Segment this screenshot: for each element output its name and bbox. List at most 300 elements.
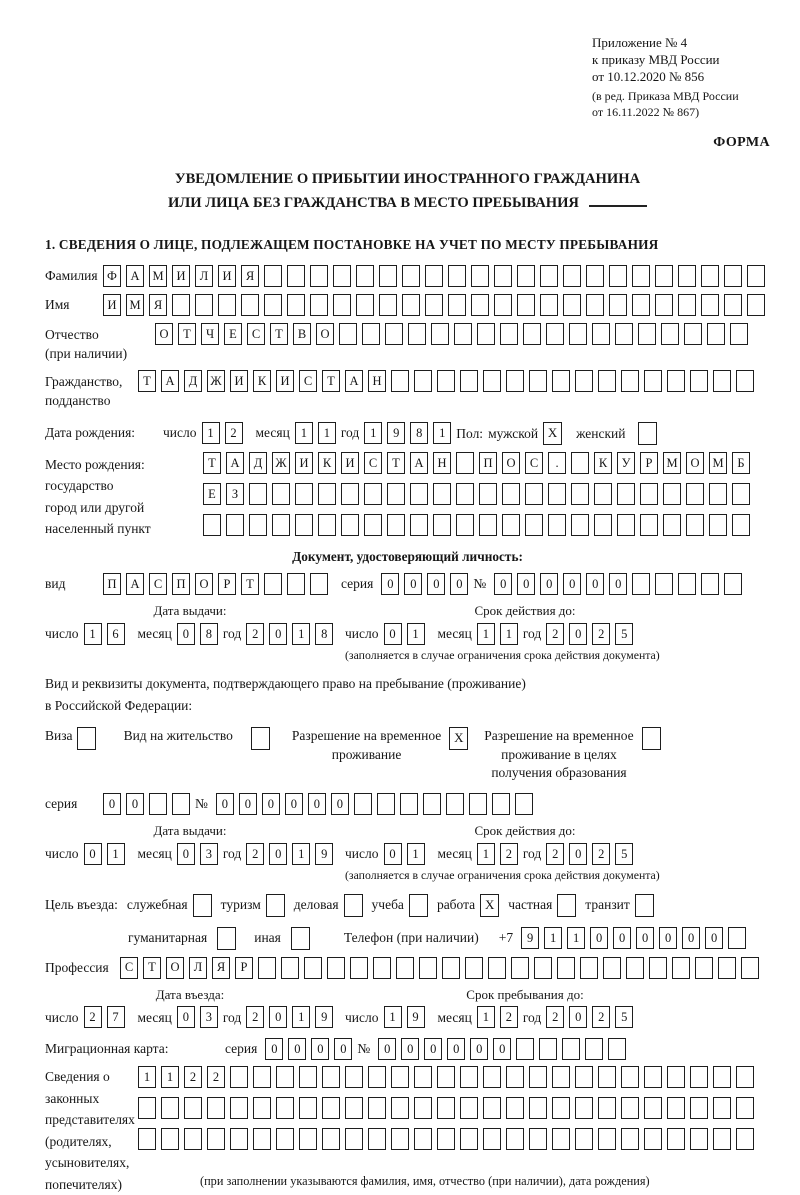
char-cell[interactable] — [408, 323, 426, 345]
char-cell[interactable] — [479, 483, 497, 505]
char-cell[interactable] — [203, 514, 221, 536]
char-cell[interactable] — [272, 514, 290, 536]
char-cell[interactable] — [483, 1128, 501, 1150]
char-cell[interactable] — [479, 514, 497, 536]
char-cell[interactable] — [724, 265, 742, 287]
char-cell[interactable]: П — [103, 573, 121, 595]
char-cell[interactable]: 1 — [295, 422, 313, 444]
char-cell[interactable] — [230, 1097, 248, 1119]
char-cell[interactable]: 0 — [494, 573, 512, 595]
char-cell[interactable] — [465, 957, 483, 979]
char-cell[interactable] — [586, 265, 604, 287]
char-cell[interactable]: 1 — [433, 422, 451, 444]
char-cell[interactable]: 5 — [615, 843, 633, 865]
char-cell[interactable]: 9 — [407, 1006, 425, 1028]
char-cell[interactable]: 0 — [517, 573, 535, 595]
char-cell[interactable] — [492, 793, 510, 815]
char-cell[interactable] — [609, 265, 627, 287]
char-cell[interactable] — [732, 514, 750, 536]
char-cell[interactable]: 9 — [387, 422, 405, 444]
char-cell[interactable] — [672, 957, 690, 979]
char-cell[interactable]: 0 — [216, 793, 234, 815]
char-cell[interactable]: 0 — [288, 1038, 306, 1060]
char-cell[interactable] — [241, 294, 259, 316]
char-cell[interactable]: Я — [149, 294, 167, 316]
char-cell[interactable] — [736, 1128, 754, 1150]
char-cell[interactable] — [585, 1038, 603, 1060]
purpose-humanitarian-checkbox[interactable] — [217, 927, 236, 950]
char-cell[interactable]: П — [172, 573, 190, 595]
char-cell[interactable]: С — [120, 957, 138, 979]
char-cell[interactable] — [640, 514, 658, 536]
char-cell[interactable] — [594, 514, 612, 536]
char-cell[interactable] — [626, 957, 644, 979]
char-cell[interactable] — [678, 294, 696, 316]
char-cell[interactable] — [433, 514, 451, 536]
char-cell[interactable]: 1 — [407, 623, 425, 645]
char-cell[interactable]: К — [318, 452, 336, 474]
char-cell[interactable] — [515, 793, 533, 815]
char-cell[interactable]: Ж — [207, 370, 225, 392]
char-cell[interactable]: 0 — [381, 573, 399, 595]
char-cell[interactable] — [502, 514, 520, 536]
char-cell[interactable]: 5 — [615, 623, 633, 645]
char-cell[interactable] — [506, 370, 524, 392]
char-cell[interactable] — [609, 294, 627, 316]
char-cell[interactable]: 0 — [682, 927, 700, 949]
char-cell[interactable]: 0 — [613, 927, 631, 949]
char-cell[interactable] — [295, 483, 313, 505]
char-cell[interactable]: Б — [732, 452, 750, 474]
char-cell[interactable]: Я — [212, 957, 230, 979]
char-cell[interactable] — [586, 294, 604, 316]
char-cell[interactable] — [333, 265, 351, 287]
char-cell[interactable] — [529, 1066, 547, 1088]
char-cell[interactable]: 0 — [334, 1038, 352, 1060]
char-cell[interactable] — [615, 323, 633, 345]
char-cell[interactable] — [667, 1097, 685, 1119]
char-cell[interactable] — [736, 1097, 754, 1119]
char-cell[interactable]: Е — [224, 323, 242, 345]
char-cell[interactable]: И — [103, 294, 121, 316]
char-cell[interactable] — [529, 1097, 547, 1119]
char-cell[interactable]: 0 — [609, 573, 627, 595]
char-cell[interactable] — [184, 1128, 202, 1150]
char-cell[interactable]: Л — [195, 265, 213, 287]
char-cell[interactable]: 7 — [107, 1006, 125, 1028]
char-cell[interactable]: 0 — [540, 573, 558, 595]
char-cell[interactable] — [686, 514, 704, 536]
char-cell[interactable]: О — [195, 573, 213, 595]
char-cell[interactable] — [345, 1097, 363, 1119]
char-cell[interactable] — [598, 1128, 616, 1150]
char-cell[interactable]: О — [166, 957, 184, 979]
char-cell[interactable]: Р — [218, 573, 236, 595]
char-cell[interactable]: Р — [640, 452, 658, 474]
char-cell[interactable]: Т — [322, 370, 340, 392]
char-cell[interactable] — [322, 1066, 340, 1088]
char-cell[interactable] — [322, 1128, 340, 1150]
char-cell[interactable] — [138, 1097, 156, 1119]
char-cell[interactable]: Л — [189, 957, 207, 979]
char-cell[interactable]: 3 — [200, 843, 218, 865]
char-cell[interactable] — [563, 265, 581, 287]
char-cell[interactable]: А — [410, 452, 428, 474]
purpose-other-checkbox[interactable] — [291, 927, 310, 950]
char-cell[interactable] — [414, 1128, 432, 1150]
char-cell[interactable] — [563, 294, 581, 316]
char-cell[interactable]: 0 — [450, 573, 468, 595]
char-cell[interactable]: П — [479, 452, 497, 474]
char-cell[interactable]: А — [126, 573, 144, 595]
char-cell[interactable] — [195, 294, 213, 316]
char-cell[interactable] — [736, 1066, 754, 1088]
char-cell[interactable]: 0 — [269, 1006, 287, 1028]
char-cell[interactable] — [695, 957, 713, 979]
char-cell[interactable]: А — [126, 265, 144, 287]
char-cell[interactable] — [569, 323, 587, 345]
char-cell[interactable]: . — [548, 452, 566, 474]
char-cell[interactable] — [730, 323, 748, 345]
char-cell[interactable] — [690, 1128, 708, 1150]
char-cell[interactable] — [709, 514, 727, 536]
char-cell[interactable]: 2 — [246, 623, 264, 645]
char-cell[interactable] — [655, 265, 673, 287]
char-cell[interactable] — [437, 1097, 455, 1119]
char-cell[interactable]: Н — [433, 452, 451, 474]
char-cell[interactable] — [333, 294, 351, 316]
char-cell[interactable] — [517, 294, 535, 316]
char-cell[interactable] — [575, 1128, 593, 1150]
char-cell[interactable]: 0 — [285, 793, 303, 815]
char-cell[interactable] — [356, 294, 374, 316]
char-cell[interactable] — [678, 265, 696, 287]
char-cell[interactable] — [617, 514, 635, 536]
char-cell[interactable]: 0 — [331, 793, 349, 815]
char-cell[interactable]: 0 — [404, 573, 422, 595]
char-cell[interactable]: 0 — [427, 573, 445, 595]
char-cell[interactable] — [678, 573, 696, 595]
char-cell[interactable] — [516, 1038, 534, 1060]
char-cell[interactable] — [663, 514, 681, 536]
purpose-work-checkbox[interactable]: X — [480, 894, 499, 917]
char-cell[interactable] — [287, 573, 305, 595]
char-cell[interactable]: Т — [178, 323, 196, 345]
char-cell[interactable] — [690, 1066, 708, 1088]
purpose-business-checkbox[interactable] — [344, 894, 363, 917]
sex-female-checkbox[interactable] — [638, 422, 657, 445]
char-cell[interactable] — [414, 1097, 432, 1119]
char-cell[interactable] — [621, 370, 639, 392]
char-cell[interactable]: 0 — [447, 1038, 465, 1060]
char-cell[interactable] — [149, 793, 167, 815]
char-cell[interactable] — [621, 1066, 639, 1088]
char-cell[interactable]: М — [663, 452, 681, 474]
char-cell[interactable] — [287, 294, 305, 316]
char-cell[interactable] — [686, 483, 704, 505]
char-cell[interactable] — [603, 957, 621, 979]
char-cell[interactable] — [540, 294, 558, 316]
char-cell[interactable] — [161, 1128, 179, 1150]
char-cell[interactable] — [539, 1038, 557, 1060]
char-cell[interactable] — [264, 294, 282, 316]
char-cell[interactable] — [552, 1128, 570, 1150]
char-cell[interactable]: И — [276, 370, 294, 392]
char-cell[interactable]: 0 — [384, 623, 402, 645]
char-cell[interactable] — [517, 265, 535, 287]
char-cell[interactable] — [341, 514, 359, 536]
char-cell[interactable] — [387, 514, 405, 536]
char-cell[interactable] — [571, 483, 589, 505]
char-cell[interactable]: С — [299, 370, 317, 392]
char-cell[interactable] — [299, 1066, 317, 1088]
char-cell[interactable]: 0 — [103, 793, 121, 815]
char-cell[interactable]: И — [172, 265, 190, 287]
char-cell[interactable]: 1 — [84, 623, 102, 645]
char-cell[interactable] — [552, 1097, 570, 1119]
char-cell[interactable] — [253, 1128, 271, 1150]
char-cell[interactable] — [644, 1097, 662, 1119]
char-cell[interactable] — [341, 483, 359, 505]
char-cell[interactable] — [655, 294, 673, 316]
char-cell[interactable]: 0 — [569, 843, 587, 865]
char-cell[interactable]: 0 — [177, 843, 195, 865]
char-cell[interactable] — [460, 1097, 478, 1119]
purpose-private-checkbox[interactable] — [557, 894, 576, 917]
char-cell[interactable] — [460, 1128, 478, 1150]
char-cell[interactable] — [253, 1097, 271, 1119]
char-cell[interactable]: Д — [249, 452, 267, 474]
rvp-checkbox[interactable]: X — [449, 727, 468, 750]
char-cell[interactable] — [454, 323, 472, 345]
char-cell[interactable]: 0 — [177, 623, 195, 645]
char-cell[interactable] — [448, 294, 466, 316]
char-cell[interactable] — [655, 573, 673, 595]
char-cell[interactable] — [322, 1097, 340, 1119]
char-cell[interactable]: И — [218, 265, 236, 287]
char-cell[interactable] — [557, 957, 575, 979]
char-cell[interactable]: 1 — [364, 422, 382, 444]
char-cell[interactable] — [414, 1066, 432, 1088]
char-cell[interactable]: 1 — [292, 623, 310, 645]
char-cell[interactable]: 1 — [138, 1066, 156, 1088]
char-cell[interactable] — [506, 1128, 524, 1150]
char-cell[interactable] — [364, 514, 382, 536]
char-cell[interactable] — [281, 957, 299, 979]
char-cell[interactable] — [575, 1097, 593, 1119]
char-cell[interactable] — [437, 1128, 455, 1150]
char-cell[interactable]: Ж — [272, 452, 290, 474]
char-cell[interactable]: 0 — [84, 843, 102, 865]
char-cell[interactable] — [548, 483, 566, 505]
char-cell[interactable] — [299, 1128, 317, 1150]
char-cell[interactable] — [377, 793, 395, 815]
char-cell[interactable] — [552, 1066, 570, 1088]
char-cell[interactable] — [207, 1128, 225, 1150]
char-cell[interactable] — [138, 1128, 156, 1150]
char-cell[interactable]: 8 — [315, 623, 333, 645]
char-cell[interactable] — [506, 1066, 524, 1088]
char-cell[interactable] — [410, 483, 428, 505]
char-cell[interactable]: 5 — [615, 1006, 633, 1028]
char-cell[interactable] — [713, 370, 731, 392]
char-cell[interactable] — [594, 483, 612, 505]
char-cell[interactable]: 0 — [569, 623, 587, 645]
char-cell[interactable] — [410, 514, 428, 536]
char-cell[interactable]: 2 — [546, 1006, 564, 1028]
sex-male-checkbox[interactable]: X — [543, 422, 562, 445]
char-cell[interactable] — [575, 370, 593, 392]
char-cell[interactable]: Р — [235, 957, 253, 979]
char-cell[interactable] — [442, 957, 460, 979]
char-cell[interactable] — [368, 1066, 386, 1088]
char-cell[interactable] — [249, 483, 267, 505]
char-cell[interactable]: 0 — [177, 1006, 195, 1028]
char-cell[interactable] — [483, 1066, 501, 1088]
char-cell[interactable]: 0 — [590, 927, 608, 949]
char-cell[interactable]: 2 — [84, 1006, 102, 1028]
char-cell[interactable] — [299, 1097, 317, 1119]
purpose-official-checkbox[interactable] — [193, 894, 212, 917]
char-cell[interactable] — [318, 514, 336, 536]
char-cell[interactable] — [345, 1128, 363, 1150]
char-cell[interactable]: 1 — [292, 1006, 310, 1028]
char-cell[interactable]: 2 — [546, 843, 564, 865]
char-cell[interactable]: 2 — [500, 1006, 518, 1028]
char-cell[interactable] — [632, 265, 650, 287]
char-cell[interactable]: Т — [270, 323, 288, 345]
char-cell[interactable] — [425, 265, 443, 287]
char-cell[interactable] — [617, 483, 635, 505]
char-cell[interactable] — [608, 1038, 626, 1060]
char-cell[interactable] — [667, 370, 685, 392]
char-cell[interactable] — [598, 1097, 616, 1119]
char-cell[interactable] — [552, 370, 570, 392]
char-cell[interactable]: А — [161, 370, 179, 392]
char-cell[interactable] — [362, 323, 380, 345]
char-cell[interactable] — [276, 1128, 294, 1150]
char-cell[interactable] — [368, 1128, 386, 1150]
char-cell[interactable] — [469, 793, 487, 815]
char-cell[interactable]: И — [341, 452, 359, 474]
char-cell[interactable]: К — [253, 370, 271, 392]
char-cell[interactable] — [350, 957, 368, 979]
char-cell[interactable]: С — [364, 452, 382, 474]
char-cell[interactable] — [310, 573, 328, 595]
char-cell[interactable]: 2 — [500, 843, 518, 865]
char-cell[interactable]: А — [226, 452, 244, 474]
char-cell[interactable] — [701, 265, 719, 287]
char-cell[interactable] — [385, 323, 403, 345]
char-cell[interactable] — [571, 514, 589, 536]
char-cell[interactable] — [276, 1097, 294, 1119]
char-cell[interactable] — [701, 294, 719, 316]
char-cell[interactable] — [287, 265, 305, 287]
char-cell[interactable] — [414, 370, 432, 392]
char-cell[interactable]: 2 — [207, 1066, 225, 1088]
char-cell[interactable] — [667, 1066, 685, 1088]
char-cell[interactable] — [747, 294, 765, 316]
char-cell[interactable]: В — [293, 323, 311, 345]
char-cell[interactable] — [529, 370, 547, 392]
char-cell[interactable]: 0 — [239, 793, 257, 815]
char-cell[interactable] — [391, 370, 409, 392]
char-cell[interactable]: 1 — [161, 1066, 179, 1088]
char-cell[interactable] — [264, 573, 282, 595]
char-cell[interactable] — [356, 265, 374, 287]
char-cell[interactable]: 1 — [477, 623, 495, 645]
char-cell[interactable] — [276, 1066, 294, 1088]
char-cell[interactable]: С — [525, 452, 543, 474]
char-cell[interactable] — [747, 265, 765, 287]
char-cell[interactable]: К — [594, 452, 612, 474]
char-cell[interactable] — [419, 957, 437, 979]
char-cell[interactable] — [391, 1066, 409, 1088]
char-cell[interactable]: 1 — [477, 1006, 495, 1028]
char-cell[interactable] — [525, 483, 543, 505]
char-cell[interactable] — [724, 573, 742, 595]
char-cell[interactable]: 1 — [292, 843, 310, 865]
char-cell[interactable]: 3 — [200, 1006, 218, 1028]
char-cell[interactable] — [226, 514, 244, 536]
char-cell[interactable]: 0 — [569, 1006, 587, 1028]
char-cell[interactable] — [540, 265, 558, 287]
char-cell[interactable]: 9 — [315, 843, 333, 865]
char-cell[interactable]: 2 — [184, 1066, 202, 1088]
char-cell[interactable] — [661, 323, 679, 345]
char-cell[interactable]: 0 — [401, 1038, 419, 1060]
purpose-tourism-checkbox[interactable] — [266, 894, 285, 917]
char-cell[interactable] — [477, 323, 495, 345]
char-cell[interactable] — [592, 323, 610, 345]
char-cell[interactable] — [621, 1097, 639, 1119]
char-cell[interactable] — [456, 514, 474, 536]
char-cell[interactable] — [400, 793, 418, 815]
char-cell[interactable]: Д — [184, 370, 202, 392]
char-cell[interactable] — [310, 294, 328, 316]
char-cell[interactable]: 2 — [546, 623, 564, 645]
char-cell[interactable] — [649, 957, 667, 979]
visa-checkbox[interactable] — [77, 727, 96, 750]
char-cell[interactable] — [684, 323, 702, 345]
char-cell[interactable] — [402, 294, 420, 316]
char-cell[interactable]: 0 — [311, 1038, 329, 1060]
char-cell[interactable] — [373, 957, 391, 979]
char-cell[interactable] — [632, 573, 650, 595]
char-cell[interactable]: О — [502, 452, 520, 474]
char-cell[interactable] — [448, 265, 466, 287]
char-cell[interactable]: 6 — [107, 623, 125, 645]
char-cell[interactable] — [644, 1066, 662, 1088]
char-cell[interactable] — [172, 793, 190, 815]
char-cell[interactable]: Т — [203, 452, 221, 474]
char-cell[interactable] — [258, 957, 276, 979]
char-cell[interactable] — [718, 957, 736, 979]
char-cell[interactable] — [264, 265, 282, 287]
char-cell[interactable] — [249, 514, 267, 536]
char-cell[interactable]: И — [230, 370, 248, 392]
char-cell[interactable] — [184, 1097, 202, 1119]
char-cell[interactable]: 0 — [659, 927, 677, 949]
char-cell[interactable] — [471, 294, 489, 316]
char-cell[interactable]: 0 — [262, 793, 280, 815]
char-cell[interactable]: С — [247, 323, 265, 345]
char-cell[interactable]: А — [345, 370, 363, 392]
char-cell[interactable]: О — [155, 323, 173, 345]
char-cell[interactable] — [724, 294, 742, 316]
char-cell[interactable]: Ф — [103, 265, 121, 287]
char-cell[interactable]: М — [149, 265, 167, 287]
